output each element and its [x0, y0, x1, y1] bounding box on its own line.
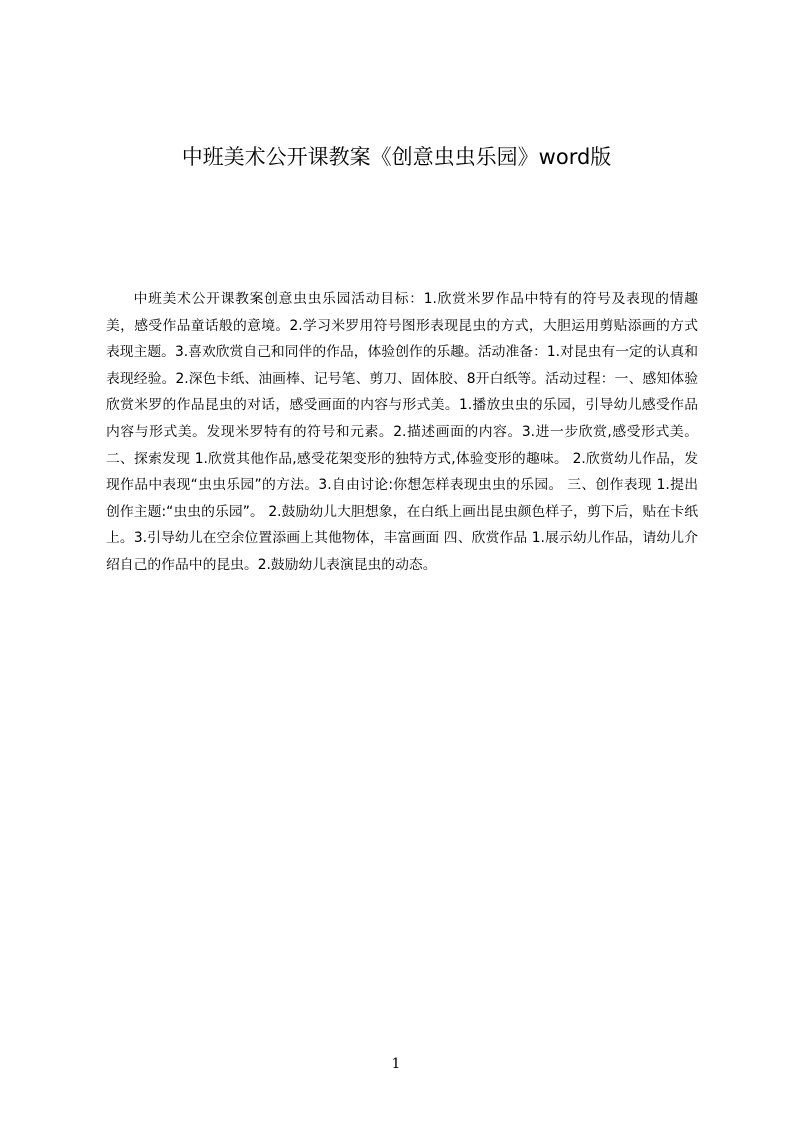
document-body-paragraph: 中班美术公开课教案创意虫虫乐园活动目标：1.欣赏米罗作品中特有的符号及表现的情趣美，感受作品童话般的意境。2.学习米罗用符号图形表现昆虫的方式，大胆运用剪贴添画的方式表现主题。3.喜欢欣赏自己和同伴的作品，体验创作的乐趣。活动准备：1.对昆虫有一定的认真和表现经验。2.深色卡纸、油画棒、记号笔、剪刀、固体胶、8开白纸等。活动过程：一、感知体验欣赏米罗的作品昆虫的对话，感受画面的内容与形式美。1.播放虫虫的乐园，引导幼儿感受作品内容与形式美。发现米罗特有的符号和元素。2.描述画面的内容。3.进一步欣赏,感受形式美。 二、探索发现 1.欣赏其他作品,感受花架变形的独特方式,体验变形的趣味。 2.欣赏幼儿作品，发现作品中表现“虫虫乐园”的方法。3.自由讨论:你想怎样表现虫虫的乐园。 三、创作表现 1.提出创作主题:“虫虫的乐园”。 2.鼓励幼儿大胆想象，在白纸上画出昆虫颜色样子，剪下后，贴在卡纸上。3.引导幼儿在空余位置添画上其他物体，丰富画面 四、欣赏作品 1.展示幼儿作品，请幼儿介绍自己的作品中的昆虫。2.鼓励幼儿表演昆虫的动态。 — [106, 291, 698, 573]
document-title: 中班美术公开课教案《创意虫虫乐园》word版 — [181, 145, 612, 169]
page-number: 1 — [391, 1056, 401, 1072]
